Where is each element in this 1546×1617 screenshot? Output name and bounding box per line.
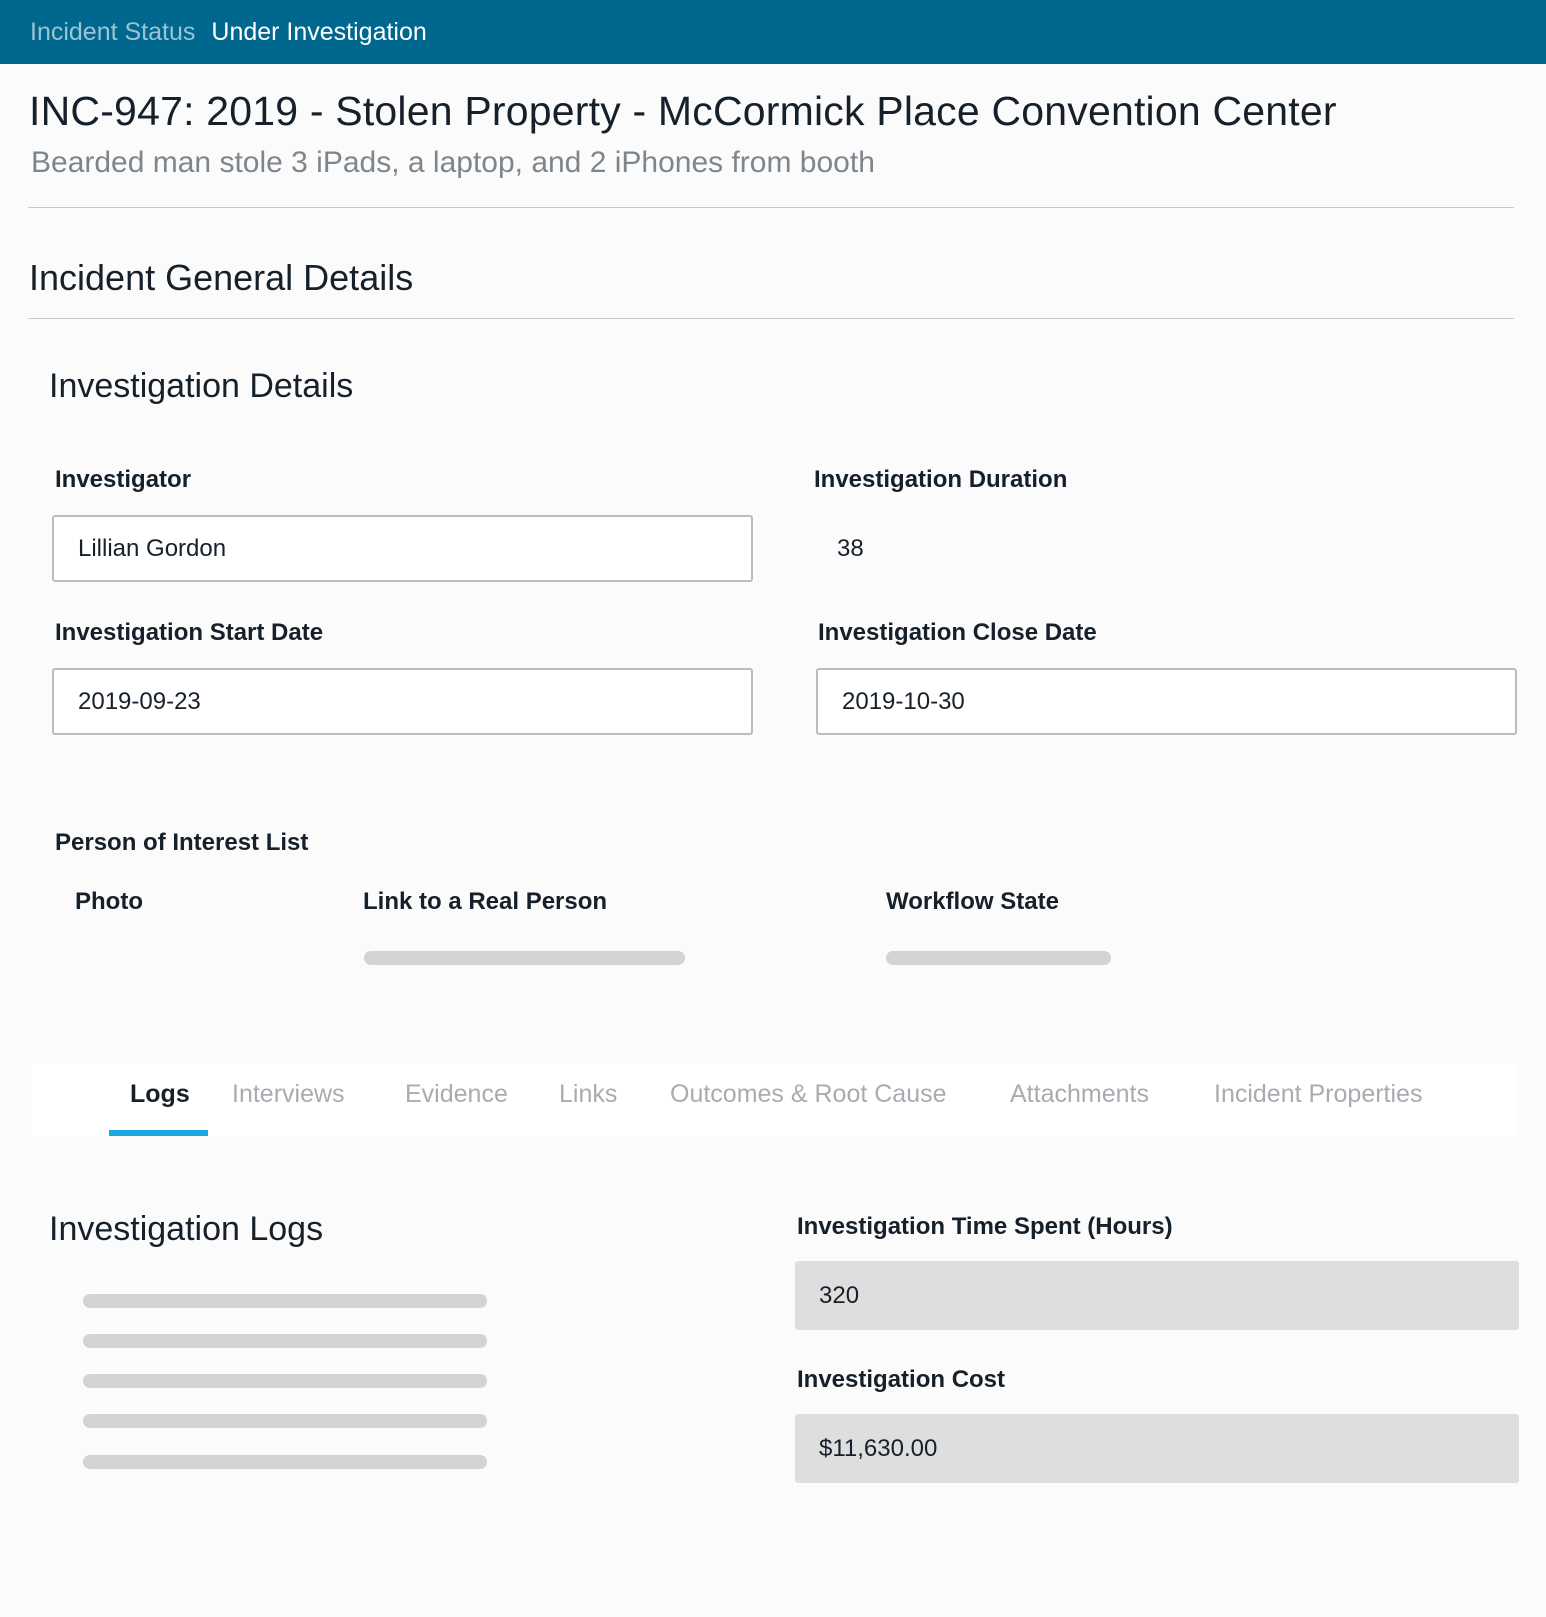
column-header-link-to-real-person: Link to a Real Person — [363, 888, 608, 915]
investigation-logs-title: Investigation Logs — [49, 1210, 324, 1248]
active-tab-indicator — [109, 1130, 208, 1136]
column-header-workflow-state: Workflow State — [886, 888, 1059, 915]
tab-outcomes-root-cause[interactable]: Outcomes & Root Cause — [670, 1080, 947, 1108]
loading-placeholder-log-line — [83, 1294, 487, 1308]
incident-title: INC-947: 2019 - Stolen Property - McCormick Place Convention Center — [29, 88, 1337, 134]
investigation-cost-label: Investigation Cost — [797, 1366, 1006, 1393]
investigation-duration-label: Investigation Duration — [814, 466, 1068, 493]
close-date-label: Investigation Close Date — [818, 619, 1097, 646]
investigator-field[interactable] — [52, 515, 753, 582]
loading-placeholder-log-line — [83, 1334, 487, 1348]
person-of-interest-title: Person of Interest List — [55, 829, 309, 856]
tab-attachments[interactable]: Attachments — [1010, 1080, 1149, 1108]
tab-incident-properties[interactable]: Incident Properties — [1214, 1080, 1423, 1108]
incident-subtitle: Bearded man stole 3 iPads, a laptop, and 2 iPhones from booth — [31, 146, 875, 179]
loading-placeholder-log-line — [83, 1455, 487, 1469]
column-header-photo: Photo — [75, 888, 143, 915]
loading-placeholder-link — [364, 951, 685, 965]
time-spent-label: Investigation Time Spent (Hours) — [797, 1213, 1173, 1240]
start-date-field[interactable] — [52, 668, 753, 735]
investigation-duration-value: 38 — [837, 535, 864, 562]
start-date-value: 2019-09-23 — [78, 687, 201, 715]
investigator-label: Investigator — [55, 466, 192, 493]
incident-status-bar — [0, 0, 1546, 64]
investigation-details-title: Investigation Details — [49, 367, 354, 405]
start-date-label: Investigation Start Date — [55, 619, 324, 646]
tab-interviews[interactable]: Interviews — [232, 1080, 345, 1108]
tab-logs[interactable]: Logs — [130, 1080, 190, 1108]
section-title-general-details: Incident General Details — [29, 257, 414, 298]
close-date-value: 2019-10-30 — [842, 687, 965, 715]
incident-status-label: Incident Status — [30, 17, 196, 46]
close-date-field[interactable] — [816, 668, 1517, 735]
loading-placeholder-log-line — [83, 1374, 487, 1388]
time-spent-value: 320 — [819, 1281, 860, 1309]
loading-placeholder-log-line — [83, 1414, 487, 1428]
tab-evidence[interactable]: Evidence — [405, 1080, 508, 1108]
tab-links[interactable]: Links — [559, 1080, 618, 1108]
incident-status-value: Under Investigation — [211, 17, 427, 46]
investigator-value: Lillian Gordon — [78, 534, 227, 562]
investigation-cost-field — [795, 1414, 1519, 1483]
loading-placeholder-workflow — [886, 951, 1111, 965]
time-spent-field — [795, 1261, 1519, 1330]
section-divider — [28, 318, 1514, 319]
title-divider — [28, 207, 1514, 208]
investigation-cost-value: $11,630.00 — [819, 1434, 938, 1462]
